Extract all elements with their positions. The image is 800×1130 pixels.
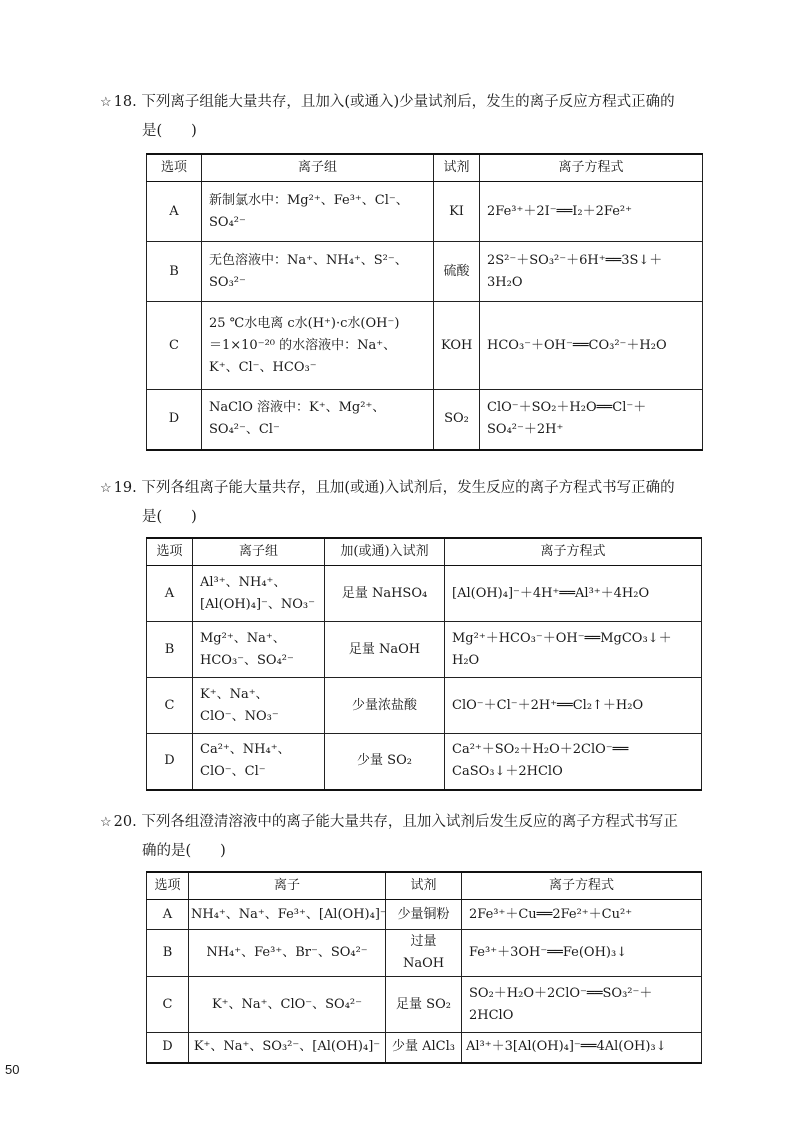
- ions-line: K⁺、Na⁺、SO₃²⁻、[Al(OH)₄]⁻: [193, 1039, 381, 1055]
- table-row: [147, 182, 703, 242]
- ions-cell: [189, 930, 386, 977]
- ions-line: [Al(OH)₄]⁻、NO₃⁻: [200, 596, 316, 612]
- table-header-row: [147, 872, 702, 900]
- option-cell: D: [147, 390, 202, 450]
- header-ions: 离子组: [202, 154, 434, 182]
- table-row: [147, 678, 702, 734]
- equation-cell: [480, 182, 703, 242]
- header-option: 选项: [147, 872, 189, 900]
- table-row: [147, 900, 702, 930]
- reagent-cell: 少量 AlCl₃: [386, 1033, 462, 1063]
- question-20-stem-line2: 确的是( ): [142, 843, 226, 859]
- question-19: [100, 474, 700, 791]
- star-icon: ☆: [100, 815, 112, 830]
- ions-cell: [193, 622, 325, 678]
- ions-line: Mg²⁺、Na⁺、: [200, 630, 286, 646]
- header-equation: 离子方程式: [445, 538, 702, 566]
- ions-line: K⁺、Cl⁻、HCO₃⁻: [209, 359, 317, 375]
- header-ions: 离子: [189, 872, 386, 900]
- table-header-row: [147, 538, 702, 566]
- ions-cell: [202, 302, 434, 390]
- question-19-table: [146, 537, 702, 791]
- question-19-tbody: [147, 538, 702, 790]
- question-19-stem-line2: 是( ): [142, 509, 197, 525]
- ions-line: SO₃²⁻: [209, 274, 246, 290]
- option-cell: A: [147, 566, 193, 622]
- equation-line: Ca²⁺＋SO₂＋H₂O＋2ClO⁻══: [452, 742, 629, 758]
- question-19-stem-line1: 19. 下列各组离子能大量共存，且加(或通)入试剂后，发生反应的离子方程式书写正确的: [113, 480, 675, 496]
- option-cell: C: [147, 977, 189, 1033]
- header-equation: 离子方程式: [480, 154, 703, 182]
- equation-cell: [462, 977, 702, 1033]
- table-header-row: [147, 154, 703, 182]
- equation-line: 2S²⁻＋SO₃²⁻＋6H⁺══3S↓＋: [487, 252, 663, 268]
- ions-line: Al³⁺、NH₄⁺、: [200, 574, 287, 590]
- equation-line: SO₄²⁻＋2H⁺: [487, 422, 564, 438]
- ions-cell: [193, 678, 325, 734]
- question-20-tbody: [147, 872, 702, 1063]
- ions-line: 新制氯水中：Mg²⁺、Fe³⁺、Cl⁻、: [209, 192, 409, 208]
- equation-cell: [445, 678, 702, 734]
- ions-cell: [202, 390, 434, 450]
- ions-cell: [193, 734, 325, 790]
- ions-line: NaClO 溶液中：K⁺、Mg²⁺、: [209, 400, 386, 416]
- ions-line: Ca²⁺、NH₄⁺、: [200, 742, 291, 758]
- equation-line: 3H₂O: [487, 274, 523, 290]
- option-cell: B: [147, 242, 202, 302]
- equation-line: ClO⁻＋Cl⁻＋2H⁺══Cl₂↑＋H₂O: [452, 697, 644, 713]
- question-19-stem: [100, 474, 700, 531]
- question-18-tbody: [147, 154, 703, 450]
- ions-line: K⁺、Na⁺、ClO⁻、SO₄²⁻: [211, 996, 363, 1012]
- table-row: [147, 622, 702, 678]
- option-cell: D: [147, 734, 193, 790]
- ions-line: HCO₃⁻、SO₄²⁻: [200, 652, 294, 668]
- equation-cell: [462, 930, 702, 977]
- reagent-cell: KOH: [434, 302, 480, 390]
- header-equation: 离子方程式: [462, 872, 702, 900]
- header-reagent: 试剂: [386, 872, 462, 900]
- ions-cell: [189, 977, 386, 1033]
- table-row: [147, 566, 702, 622]
- question-20: [100, 808, 700, 1064]
- equation-cell: [462, 1033, 702, 1063]
- table-row: [147, 302, 703, 390]
- reagent-cell: KI: [434, 182, 480, 242]
- ions-cell: [189, 1033, 386, 1063]
- equation-line: HCO₃⁻＋OH⁻══CO₃²⁻＋H₂O: [487, 337, 667, 353]
- question-18-table: [146, 153, 703, 451]
- equation-cell: [480, 242, 703, 302]
- equation-line: SO₂＋H₂O＋2ClO⁻══SO₃²⁻＋: [469, 985, 653, 1001]
- header-option: 选项: [147, 538, 193, 566]
- ions-line: ClO⁻、NO₃⁻: [200, 708, 279, 724]
- equation-line: CaSO₃↓＋2HClO: [452, 764, 563, 780]
- question-18: [100, 88, 700, 451]
- equation-line: H₂O: [452, 652, 480, 668]
- ions-line: SO₄²⁻: [209, 214, 246, 230]
- ions-cell: [189, 900, 386, 930]
- reagent-cell: 足量 SO₂: [386, 977, 462, 1033]
- question-20-stem: [100, 808, 700, 865]
- star-icon: ☆: [100, 95, 112, 110]
- reagent-cell: 足量 NaHSO₄: [325, 566, 445, 622]
- equation-cell: [480, 390, 703, 450]
- header-reagent: 试剂: [434, 154, 480, 182]
- ions-line: NH₄⁺、Na⁺、Fe³⁺、[Al(OH)₄]⁻: [191, 906, 387, 922]
- reagent-cell: 少量铜粉: [386, 900, 462, 930]
- equation-line: 2HClO: [469, 1007, 514, 1023]
- reagent-cell: 过量 NaOH: [386, 930, 462, 977]
- equation-line: 2Fe³⁺＋Cu══2Fe²⁺＋Cu²⁺: [469, 906, 633, 922]
- table-row: [147, 734, 702, 790]
- equation-line: Al³⁺＋3[Al(OH)₄]⁻══4Al(OH)₃↓: [466, 1039, 667, 1055]
- option-cell: B: [147, 622, 193, 678]
- ions-cell: [193, 566, 325, 622]
- header-option: 选项: [147, 154, 202, 182]
- option-cell: B: [147, 930, 189, 977]
- equation-cell: [445, 622, 702, 678]
- table-row: [147, 977, 702, 1033]
- question-20-table: [146, 871, 702, 1064]
- equation-line: Mg²⁺＋HCO₃⁻＋OH⁻══MgCO₃↓＋: [452, 630, 672, 646]
- question-18-stem: [100, 88, 700, 145]
- table-row: [147, 390, 703, 450]
- table-row: [147, 930, 702, 977]
- equation-line: 2Fe³⁺＋2I⁻══I₂＋2Fe²⁺: [487, 203, 632, 219]
- ions-line: K⁺、Na⁺、: [200, 686, 269, 702]
- equation-line: Fe³⁺＋3OH⁻══Fe(OH)₃↓: [469, 945, 628, 960]
- ions-line: 25 ℃水电离 c水(H⁺)·c水(OH⁻): [209, 315, 400, 331]
- reagent-cell: SO₂: [434, 390, 480, 450]
- header-reagent: 加(或通)入试剂: [325, 538, 445, 566]
- equation-cell: [445, 734, 702, 790]
- option-cell: A: [147, 182, 202, 242]
- option-cell: C: [147, 678, 193, 734]
- question-18-stem-line1: 18. 下列离子组能大量共存，且加入(或通入)少量试剂后，发生的离子反应方程式正确的: [113, 94, 675, 110]
- ions-line: NH₄⁺、Fe³⁺、Br⁻、SO₄²⁻: [206, 945, 368, 960]
- option-cell: A: [147, 900, 189, 930]
- table-row: [147, 1033, 702, 1063]
- question-20-stem-line1: 20. 下列各组澄清溶液中的离子能大量共存，且加入试剂后发生反应的离子方程式书写正: [113, 814, 678, 830]
- reagent-cell: 硫酸: [434, 242, 480, 302]
- option-cell: D: [147, 1033, 189, 1063]
- star-icon: ☆: [100, 481, 112, 496]
- equation-cell: [480, 302, 703, 390]
- question-18-stem-line2: 是( ): [142, 123, 197, 139]
- table-row: [147, 242, 703, 302]
- equation-cell: [462, 900, 702, 930]
- reagent-cell: 少量 SO₂: [325, 734, 445, 790]
- option-cell: C: [147, 302, 202, 390]
- equation-line: [Al(OH)₄]⁻＋4H⁺══Al³⁺＋4H₂O: [452, 585, 650, 601]
- reagent-cell: 少量浓盐酸: [325, 678, 445, 734]
- ions-line: ClO⁻、Cl⁻: [200, 764, 266, 780]
- ions-cell: [202, 182, 434, 242]
- ions-cell: [202, 242, 434, 302]
- header-ions: 离子组: [193, 538, 325, 566]
- ions-line: SO₄²⁻、Cl⁻: [209, 422, 280, 438]
- ions-line: ＝1×10⁻²⁰ 的水溶液中：Na⁺、: [209, 337, 397, 353]
- equation-cell: [445, 566, 702, 622]
- equation-line: ClO⁻＋SO₂＋H₂O══Cl⁻＋: [487, 400, 647, 416]
- reagent-cell: 足量 NaOH: [325, 622, 445, 678]
- page-number: 50: [5, 1062, 20, 1077]
- ions-line: 无色溶液中：Na⁺、NH₄⁺、S²⁻、: [209, 252, 408, 268]
